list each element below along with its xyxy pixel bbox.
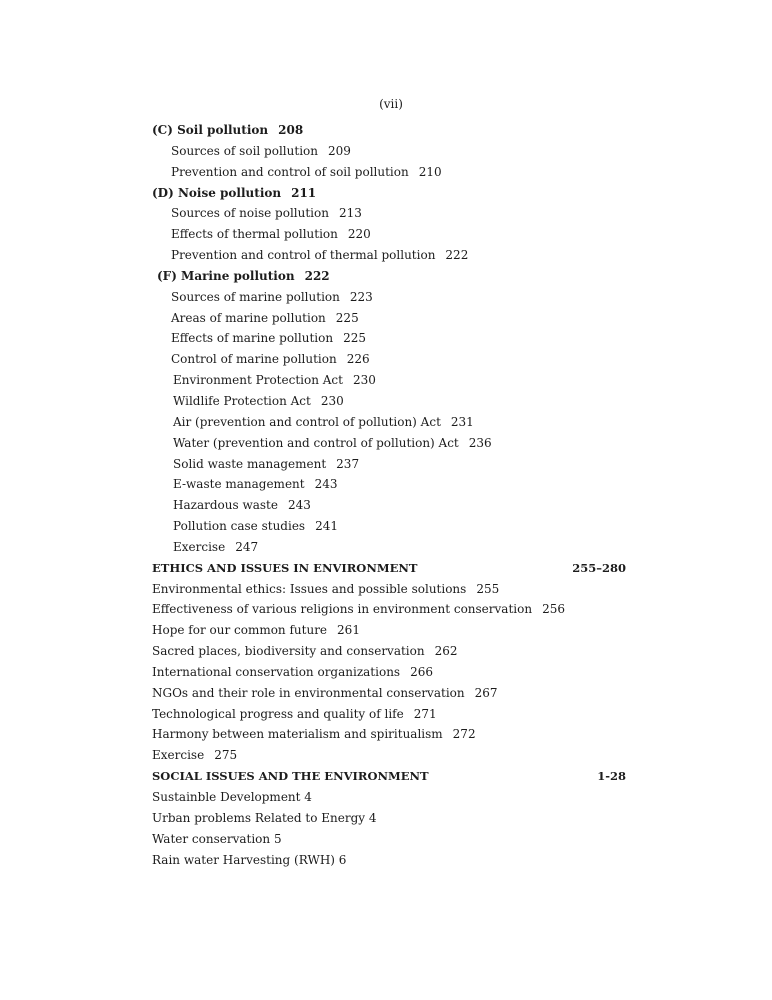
toc-title: (D) Noise pollution — [152, 185, 282, 200]
toc-page: 237 — [336, 456, 360, 471]
toc-title: (C) Soil pollution — [152, 123, 269, 137]
toc-entry — [0, 203, 772, 224]
toc-entry — [0, 308, 772, 329]
toc-entry — [0, 537, 772, 558]
toc-entry — [0, 745, 772, 766]
toc-title: Wildlife Protection Act — [173, 393, 311, 408]
toc-entry — [0, 454, 772, 475]
page-number: (vii) — [379, 97, 403, 111]
toc-entry — [0, 850, 772, 871]
toc-entry — [0, 599, 772, 620]
toc-title: Exercise — [173, 539, 226, 554]
toc-title: Effects of thermal pollution — [171, 227, 338, 242]
toc-chapter-range: 255–280 — [572, 560, 626, 575]
toc-chapter-social-issues — [0, 766, 772, 787]
toc-page: 262 — [434, 644, 458, 659]
toc-page: 247 — [235, 539, 259, 554]
toc-title: Prevention and control of thermal pollution — [171, 248, 436, 263]
toc-page: 255 — [476, 581, 500, 596]
toc-entry — [0, 162, 772, 183]
toc-title: Effectiveness of various religions in environment conservation — [152, 602, 533, 617]
toc-page: 208 — [278, 123, 304, 137]
toc-page: 261 — [337, 623, 360, 638]
toc-page: 230 — [352, 373, 376, 388]
toc-title: Solid waste management — [173, 456, 327, 471]
toc-title: Hazardous waste — [173, 498, 278, 513]
toc-page: 272 — [452, 727, 476, 742]
toc-entry — [0, 829, 772, 850]
toc-page: 230 — [320, 393, 344, 408]
toc-page: 210 — [418, 164, 442, 179]
toc-entry — [0, 224, 772, 245]
toc-chapter-title: SOCIAL ISSUES AND THE ENVIRONMENT — [152, 769, 429, 784]
toc-entry — [0, 349, 772, 370]
toc-page: 223 — [349, 289, 373, 304]
toc-entry — [0, 474, 772, 495]
toc-title: Exercise — [152, 748, 205, 763]
toc-section-marine-pollution — [0, 266, 772, 287]
toc-page: 209 — [327, 143, 351, 158]
toc-entry — [0, 370, 772, 391]
toc-entry — [0, 516, 772, 537]
toc-page: 231 — [450, 414, 474, 429]
toc-page: 271 — [413, 706, 437, 721]
toc-entry — [0, 287, 772, 308]
toc-entry — [0, 579, 772, 600]
toc-page: 222 — [445, 248, 469, 263]
toc-entry — [0, 328, 772, 349]
toc-entry — [0, 391, 772, 412]
toc-entry — [0, 662, 772, 683]
table-of-contents — [0, 120, 772, 870]
toc-title: Pollution case studies — [173, 519, 306, 534]
toc-page: 266 — [410, 664, 433, 679]
toc-page: 226 — [346, 352, 370, 367]
toc-entry — [0, 724, 772, 745]
toc-page: 225 — [343, 331, 366, 346]
toc-title: Control of marine pollution — [171, 352, 337, 367]
toc-page: 220 — [347, 227, 371, 242]
toc-title: Sources of soil pollution — [171, 143, 318, 158]
toc-entry — [0, 141, 772, 162]
toc-title: Areas of marine pollution — [171, 310, 326, 325]
toc-title: Water conservation 5 — [152, 831, 282, 846]
toc-title: (F) Marine pollution — [157, 268, 295, 283]
toc-title: Technological progress and quality of life — [152, 706, 404, 721]
toc-section-noise-pollution — [0, 183, 772, 204]
toc-page: 211 — [291, 185, 317, 200]
toc-entry — [0, 245, 772, 266]
toc-page: 256 — [542, 602, 565, 617]
toc-entry — [0, 620, 772, 641]
toc-title: Air (prevention and control of pollution) Act — [173, 414, 441, 429]
toc-chapter-ethics — [0, 558, 772, 579]
toc-title: Sacred places, biodiversity and conservation — [152, 644, 425, 659]
toc-title: NGOs and their role in environmental conservation — [152, 685, 465, 700]
toc-entry — [0, 433, 772, 454]
toc-page: 236 — [468, 435, 492, 450]
toc-title: Urban problems Related to Energy 4 — [152, 810, 377, 825]
toc-page: 243 — [314, 477, 338, 492]
toc-entry — [0, 683, 772, 704]
toc-chapter-title: ETHICS AND ISSUES IN ENVIRONMENT — [152, 560, 418, 575]
toc-title: Sources of noise pollution — [171, 206, 329, 221]
toc-title: Water (prevention and control of pollution) Act — [173, 435, 459, 450]
toc-entry — [0, 704, 772, 725]
toc-title: Hope for our common future — [152, 623, 328, 638]
toc-entry — [0, 808, 772, 829]
toc-entry — [0, 412, 772, 433]
toc-page: 275 — [214, 748, 238, 763]
toc-page: 243 — [287, 498, 311, 513]
toc-title: Rain water Harvesting (RWH) 6 — [152, 852, 347, 867]
toc-entry — [0, 641, 772, 662]
toc-section-soil-pollution — [0, 120, 772, 141]
toc-entry — [0, 787, 772, 808]
toc-chapter-range: 1-28 — [597, 769, 626, 784]
toc-title: Sources of marine pollution — [171, 289, 340, 304]
toc-entry — [0, 495, 772, 516]
toc-title: Effects of marine pollution — [171, 331, 334, 346]
toc-title: International conservation organizations — [152, 664, 401, 679]
toc-page: 267 — [474, 685, 498, 700]
toc-title: Environmental ethics: Issues and possible solutions — [152, 581, 467, 596]
toc-title: Harmony between materialism and spiritualism — [152, 727, 443, 742]
toc-title: Environment Protection Act — [173, 373, 343, 388]
toc-title: Prevention and control of soil pollution — [171, 164, 409, 179]
toc-page: 241 — [315, 519, 338, 534]
toc-page: 213 — [338, 206, 362, 221]
toc-page: 222 — [304, 268, 330, 283]
toc-title: Sustainble Development 4 — [152, 790, 312, 804]
toc-title: E-waste management — [173, 477, 305, 492]
toc-page: 225 — [335, 310, 359, 325]
